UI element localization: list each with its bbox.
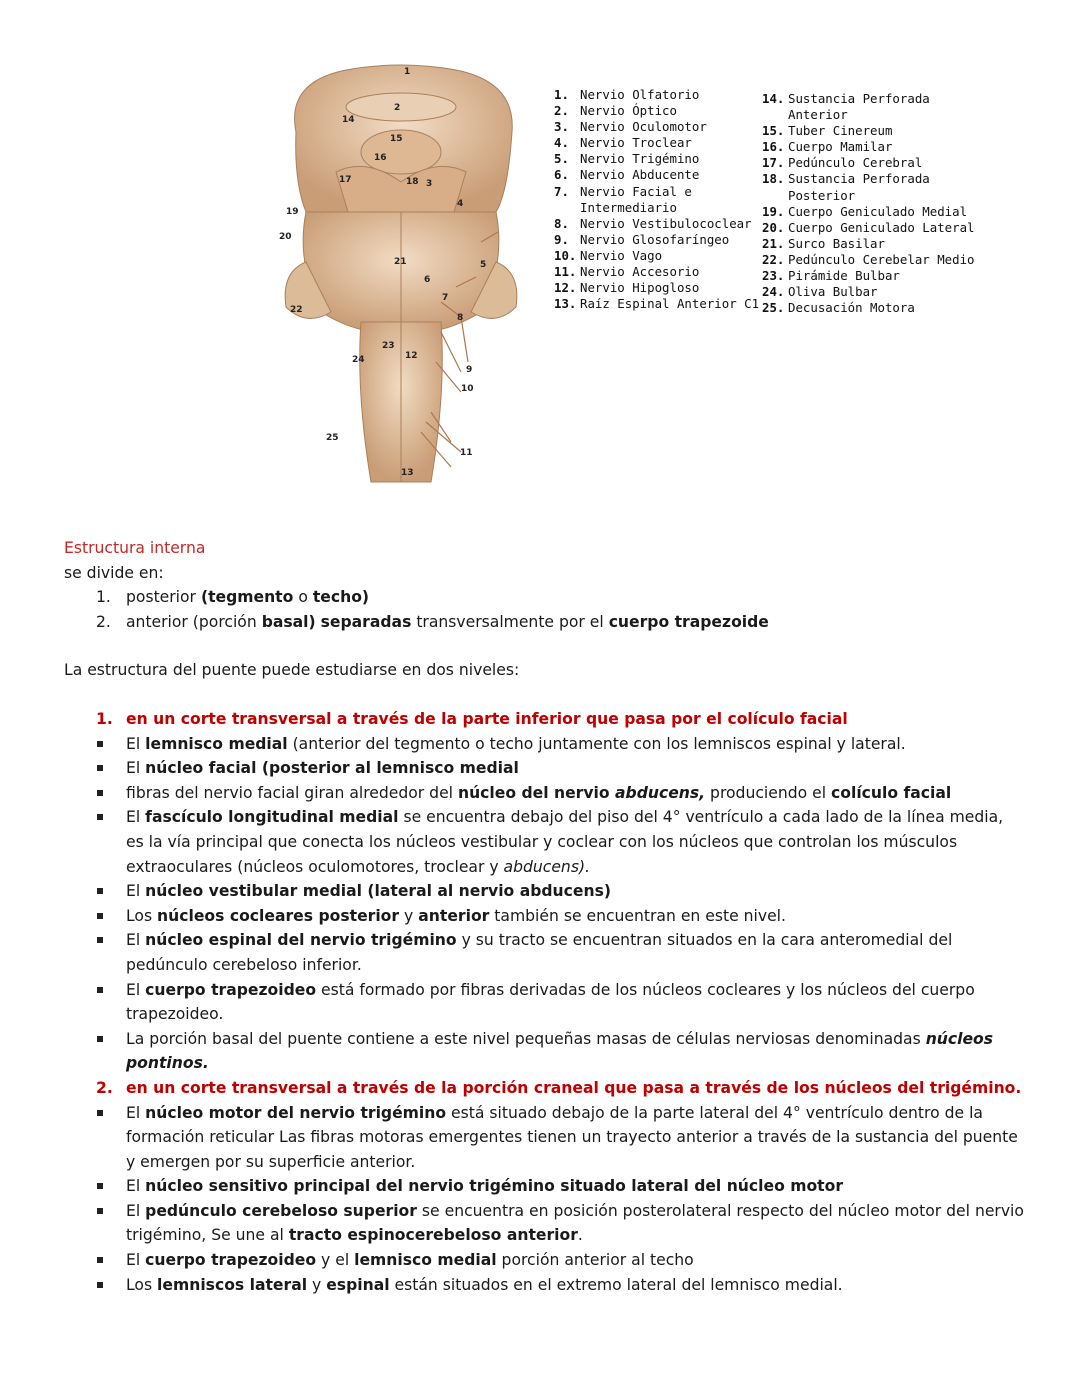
division-list <box>64 585 1024 634</box>
text-run: Los <box>126 1275 158 1294</box>
legend-item <box>554 87 759 103</box>
legend-label: Surco Basilar <box>788 235 885 251</box>
legend-number: 6. <box>554 167 569 183</box>
legend-number: 5. <box>554 151 569 167</box>
text-run: o <box>293 588 313 607</box>
figure-label: 21 <box>394 257 407 267</box>
text-run: fibras del nervio facial giran alrededor del <box>126 783 458 802</box>
figure-label: 17 <box>339 175 352 185</box>
legend-item <box>762 123 975 139</box>
text-run: El <box>126 1177 146 1196</box>
text-run-bold: colículo facial <box>831 783 952 802</box>
level-1-block <box>64 707 1024 1297</box>
text-run: y su tracto se encuentran situados en la cara anteromedial del pedúnculo cerebeloso inferior. <box>126 931 953 974</box>
legend-item <box>554 135 759 151</box>
legend-label: Raíz Espinal Anterior C1 <box>580 296 760 312</box>
legend-item <box>554 167 759 183</box>
legend-item <box>762 300 975 316</box>
legend-item <box>554 248 759 264</box>
legend-item <box>554 119 759 135</box>
legend-number: 23. <box>762 268 785 284</box>
legend-number: 25. <box>762 300 785 316</box>
bullet-item <box>64 1273 1024 1298</box>
legend-label: Nervio Accesorio <box>580 264 700 280</box>
legend-number: 16. <box>762 139 785 155</box>
figure-label: 3 <box>426 179 433 189</box>
text-run: transversalmente por el <box>411 612 609 631</box>
text-run-bold: pedúnculo cerebeloso superior <box>145 1201 417 1220</box>
legend-item <box>554 184 759 200</box>
figure-label: 9 <box>466 365 473 375</box>
figure-label: 25 <box>326 433 339 443</box>
legend-number: 11. <box>554 264 577 280</box>
text-run: están situados en el extremo lateral del lemnisco medial. <box>389 1275 843 1294</box>
text-run: El <box>126 1251 146 1270</box>
legend-label: Decusación Motora <box>788 300 915 316</box>
figure-label: 20 <box>279 232 292 242</box>
legend-item <box>554 280 759 296</box>
legend-label: Anterior <box>788 107 848 123</box>
legend-number: 17. <box>762 155 785 171</box>
legend-number: 14. <box>762 91 785 106</box>
section-title: Estructura interna <box>64 539 206 557</box>
bullet-item <box>64 1027 1024 1076</box>
text-run-bold: lemnisco medial <box>145 734 288 753</box>
legend-number: 21. <box>762 235 785 251</box>
text-run-bold: cuerpo trapezoide <box>608 612 769 631</box>
legend-label: Pedúnculo Cerebelar Medio <box>788 251 975 267</box>
legend-label: Nervio Abducente <box>580 167 700 183</box>
legend-label: Nervio Oculomotor <box>580 119 707 135</box>
text-run: El <box>126 1201 146 1220</box>
legend-label: Oliva Bulbar <box>788 284 878 300</box>
legend-item <box>762 155 975 171</box>
legend-item <box>554 296 759 312</box>
figure-label: 4 <box>457 199 464 209</box>
level-1-heading-line <box>64 707 1024 732</box>
figure-label: 2 <box>394 103 401 113</box>
figure-label: 13 <box>401 468 414 478</box>
level-2-heading-line <box>64 1076 1024 1101</box>
text-run-bold-italic: abducens, <box>615 783 706 802</box>
text-run-bold-italic: núcleos pontinos. <box>126 1029 994 1073</box>
legend-item <box>762 188 975 204</box>
figure-label: 14 <box>342 115 355 125</box>
bullet-item <box>64 732 1024 757</box>
legend-number: 10. <box>554 247 577 263</box>
legend-item <box>762 91 975 107</box>
text-run-bold: (tegmento <box>200 588 294 607</box>
legend-item <box>554 103 759 119</box>
division-item-anterior <box>64 610 1024 635</box>
legend-label: Nervio Olfatorio <box>580 87 700 102</box>
legend-label: Nervio Vestibulococlear <box>580 215 752 231</box>
bullet-item <box>64 756 1024 781</box>
text-run: anterior (porción <box>126 612 262 631</box>
legend-item <box>554 264 759 280</box>
text-run: se encuentra en posición posterolateral respecto del núcleo motor del nervio trigémino, Se une al <box>126 1201 1024 1245</box>
text-run: El <box>126 759 146 778</box>
text-run-bold: lemniscos lateral <box>157 1275 308 1294</box>
legend-item <box>554 200 759 216</box>
legend-number <box>554 200 580 216</box>
legend-label: Nervio Trigémino <box>580 151 700 167</box>
text-run-bold: núcleo espinal del nervio trigémino <box>145 931 457 950</box>
figure-label: 22 <box>290 305 303 315</box>
legend-label: Nervio Hipogloso <box>580 280 700 296</box>
legend-column-b <box>762 91 975 316</box>
text-run: posterior <box>126 588 201 607</box>
legend-item <box>762 107 975 123</box>
figure-label: 1 <box>404 67 411 77</box>
section-intro-text: se divide en: <box>64 563 164 582</box>
legend-item <box>762 171 975 187</box>
level-1-heading: en un corte transversal a través de la parte inferior que pasa por el colículo facial <box>126 710 848 728</box>
figure-label: 23 <box>382 341 395 351</box>
division-item-posterior <box>64 585 1024 610</box>
bullet-item <box>64 1101 1024 1175</box>
text-run: porción anterior al techo <box>496 1251 694 1270</box>
text-run-bold: espinal <box>326 1275 390 1294</box>
legend-number: 24. <box>762 284 785 300</box>
text-run: está situado debajo de la parte lateral del 4° ventrículo dentro de la formación reticular Las fibras motoras emergentes tienen un trayecto anterior a través de la sustancia del puente y emergen por su superficie anterior. <box>126 1103 1018 1171</box>
text-run: también se encuentran en este nivel. <box>489 906 786 925</box>
figure-label: 16 <box>374 153 387 163</box>
bullet-item <box>64 805 1024 879</box>
text-run-bold: núcleos cocleares posterior <box>157 906 400 925</box>
legend-number: 22. <box>762 251 785 267</box>
text-run-bold: cuerpo trapezoideo <box>145 1251 317 1270</box>
legend-label: Posterior <box>788 187 856 203</box>
legend-number: 15. <box>762 123 785 139</box>
text-run-bold: núcleo vestibular medial (lateral al nervio abducens) <box>145 882 611 901</box>
text-run: . <box>577 1226 583 1245</box>
text-run-italic: abducens). <box>503 857 590 876</box>
legend-number: 2. <box>554 103 569 119</box>
text-run-bold: núcleo del nervio <box>457 783 616 802</box>
bullet-item <box>64 781 1024 806</box>
legend-number: 18. <box>762 171 785 187</box>
legend-item <box>554 232 759 248</box>
bullet-item <box>64 879 1024 904</box>
text-run-bold: fascículo longitudinal medial <box>145 808 399 827</box>
figure-label: 6 <box>424 275 431 285</box>
legend-number: 3. <box>554 119 569 135</box>
text-run: produciendo el <box>705 783 832 802</box>
text-run: (anterior del tegmento o techo juntamente con los lemniscos espinal y lateral. <box>287 734 906 753</box>
text-run-bold: cuerpo trapezoideo <box>145 980 317 999</box>
legend-label: Intermediario <box>580 199 677 215</box>
legend-label: Pedúnculo Cerebral <box>788 155 923 171</box>
text-run-bold: tracto espinocerebeloso anterior <box>288 1226 578 1245</box>
legend-number: 13. <box>554 296 577 312</box>
legend-number: 12. <box>554 280 577 296</box>
brainstem-illustration <box>276 62 526 492</box>
bullet-item <box>64 904 1024 929</box>
text-run: y <box>399 906 419 925</box>
legend-label: Tuber Cinereum <box>788 123 893 139</box>
figure-label: 19 <box>286 207 299 217</box>
text-run: El <box>126 882 146 901</box>
figure-label: 7 <box>442 293 449 303</box>
text-run: La porción basal del puente contiene a este nivel pequeñas masas de células nerviosas denominadas <box>126 1029 926 1048</box>
legend-number: 9. <box>554 231 569 247</box>
figure-label: 15 <box>390 134 403 144</box>
bullet-item <box>64 928 1024 977</box>
level-2-heading: en un corte transversal a través de la porción craneal que pasa a través de los núcleos del trigémino. <box>126 1078 1022 1097</box>
legend-label: Nervio Troclear <box>580 135 692 151</box>
legend-item <box>762 252 975 268</box>
level-1-bullets <box>64 732 1024 1076</box>
list-number: 2. <box>96 612 111 631</box>
legend-item <box>554 216 759 232</box>
legend-number: 1. <box>554 87 569 102</box>
list-number: 1. <box>96 588 111 607</box>
legend-item <box>762 284 975 300</box>
legend-label: Cuerpo Geniculado Medial <box>788 203 968 219</box>
text-run: El <box>126 931 146 950</box>
text-run-bold: separadas <box>320 612 412 631</box>
text-run-bold: núcleo sensitivo principal del nervio trigémino situado lateral del núcleo motor <box>145 1177 844 1196</box>
legend-label: Cuerpo Mamilar <box>788 139 893 155</box>
legend-label: Nervio Vago <box>580 247 663 263</box>
legend-item <box>554 151 759 167</box>
legend-number: 20. <box>762 219 785 235</box>
legend-label: Pirámide Bulbar <box>788 268 900 284</box>
figure-label: 5 <box>480 260 487 270</box>
bullet-item <box>64 978 1024 1027</box>
legend-number: 7. <box>554 183 569 199</box>
legend-label: Nervio Glosofaríngeo <box>580 231 730 247</box>
legend-item <box>762 220 975 236</box>
list-number: 2. <box>96 1078 113 1097</box>
figure-label: 24 <box>352 355 365 365</box>
text-run: está formado por fibras derivadas de los núcleos cocleares y los núcleos del cuerpo trapezoideo. <box>126 980 975 1024</box>
legend-item <box>762 139 975 155</box>
list-number: 1. <box>96 710 113 728</box>
text-run-bold: basal) <box>261 612 316 631</box>
legend-item <box>762 204 975 220</box>
text-run-bold: núcleo motor del nervio trigémino <box>145 1103 447 1122</box>
legend-label: Nervio Óptico <box>580 103 677 119</box>
legend-label: Cuerpo Geniculado Lateral <box>788 219 975 235</box>
text-run: El <box>126 808 146 827</box>
text-run: y <box>307 1275 327 1294</box>
bullet-item <box>64 1248 1024 1273</box>
text-run: Los <box>126 906 158 925</box>
text-run-bold: techo) <box>312 588 370 607</box>
text-run-bold: núcleo facial (posterior al lemnisco medial <box>145 759 519 778</box>
legend-number: 8. <box>554 215 569 231</box>
legend-item <box>762 268 975 284</box>
text-run: El <box>126 734 146 753</box>
text-run: El <box>126 1103 146 1122</box>
text-run-bold: lemnisco medial <box>354 1251 497 1270</box>
text-run: El <box>126 980 146 999</box>
level-2-bullets <box>64 1101 1024 1298</box>
legend-column-a <box>554 87 759 312</box>
figure-label: 8 <box>457 313 464 323</box>
legend-label: Sustancia Perforada <box>788 171 930 187</box>
section-intro <box>64 536 1024 634</box>
figure-label: 11 <box>460 448 473 458</box>
text-run-bold: anterior <box>418 906 490 925</box>
level-1-heading-row <box>64 707 1024 732</box>
legend-number: 19. <box>762 203 785 219</box>
figure-label: 10 <box>461 384 474 394</box>
bullet-item <box>64 1199 1024 1248</box>
levels-intro: La estructura del puente puede estudiarse en dos niveles: <box>64 661 520 679</box>
legend-number: 4. <box>554 135 569 151</box>
legend-item <box>762 236 975 252</box>
figure-label: 18 <box>406 177 419 187</box>
legend-number <box>762 188 788 204</box>
legend-label: Nervio Facial e <box>580 183 692 199</box>
legend-number <box>762 107 788 123</box>
text-run: y el <box>316 1251 355 1270</box>
bullet-item <box>64 1174 1024 1199</box>
legend-label: Sustancia Perforada <box>788 91 930 106</box>
text-run: se encuentra debajo del piso del 4° ventrículo a cada lado de la línea media, es la vía principal que conecta los núcleos vestibular y coclear con los núcleos que controlan los músculos extraoculares (núcleos oculomotores, troclear y <box>126 808 1004 876</box>
figure-label: 12 <box>405 351 418 361</box>
brainstem-figure <box>276 62 526 492</box>
